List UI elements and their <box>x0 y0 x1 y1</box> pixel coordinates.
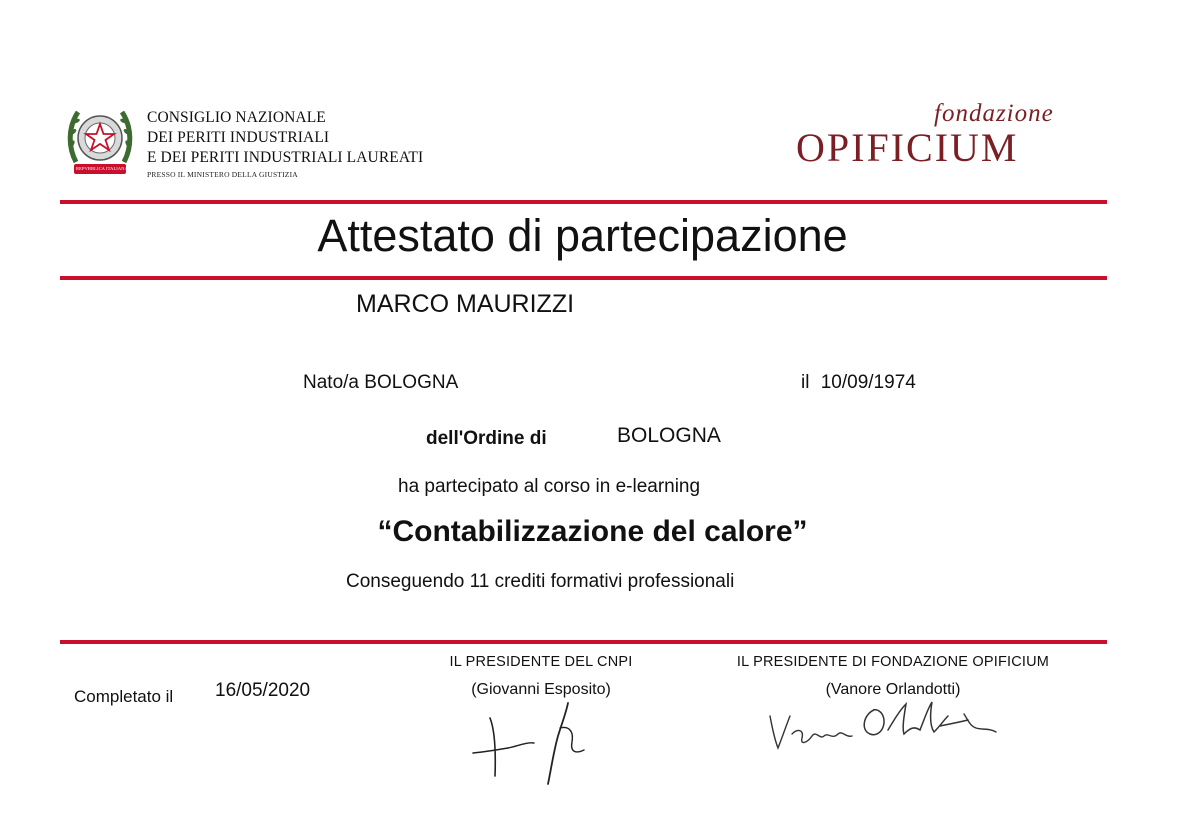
cnpi-name-line-2: DEI PERITI INDUSTRIALI <box>147 129 330 146</box>
born-date: 10/09/1974 <box>820 372 916 393</box>
certificate-title: Attestato di partecipazione <box>317 210 848 261</box>
president-fondazione-title: IL PRESIDENTE DI FONDAZIONE OPIFICIUM <box>736 654 1050 670</box>
president-cnpi-title: IL PRESIDENTE DEL CNPI <box>449 654 633 670</box>
cnpi-subline: PRESSO IL MINISTERO DELLA GIUSTIZIA <box>147 170 298 179</box>
credits-text: Conseguendo 11 crediti formativi professionali <box>346 571 735 592</box>
order-city: BOLOGNA <box>617 424 721 447</box>
cnpi-name-line-1: CONSIGLIO NAZIONALE <box>147 109 326 126</box>
birth-info <box>303 372 458 394</box>
recipient-name: MARCO MAURIZZI <box>356 290 575 318</box>
opificium-logo-word: OPIFICIUM <box>796 125 1019 170</box>
bottom-divider <box>60 640 1107 644</box>
born-date-label: il <box>801 372 810 393</box>
president-fondazione-name: (Vanore Orlandotti) <box>825 681 961 698</box>
born-place: BOLOGNA <box>364 372 459 393</box>
title-divider <box>60 276 1107 280</box>
top-divider <box>60 200 1107 204</box>
completed-date: 16/05/2020 <box>215 680 311 701</box>
order-label: dell'Ordine di <box>426 428 547 449</box>
completed-label: Completato il <box>74 687 174 706</box>
participation-text: ha partecipato al corso in e-learning <box>398 476 701 497</box>
born-label: Nato/a <box>303 372 359 393</box>
emblem-banner-text: REPVBBLICA ITALIANA <box>76 166 128 171</box>
course-title: “Contabilizzazione del calore” <box>377 515 808 548</box>
cnpi-name-line-3: E DEI PERITI INDUSTRIALI LAUREATI <box>147 149 424 166</box>
birth-date-group <box>801 372 916 394</box>
president-cnpi-name: (Giovanni Esposito) <box>471 681 611 698</box>
fondazione-signature-icon <box>764 690 1004 760</box>
fondazione-logo-word: fondazione <box>934 100 1054 127</box>
cnpi-signature-icon <box>468 698 598 788</box>
